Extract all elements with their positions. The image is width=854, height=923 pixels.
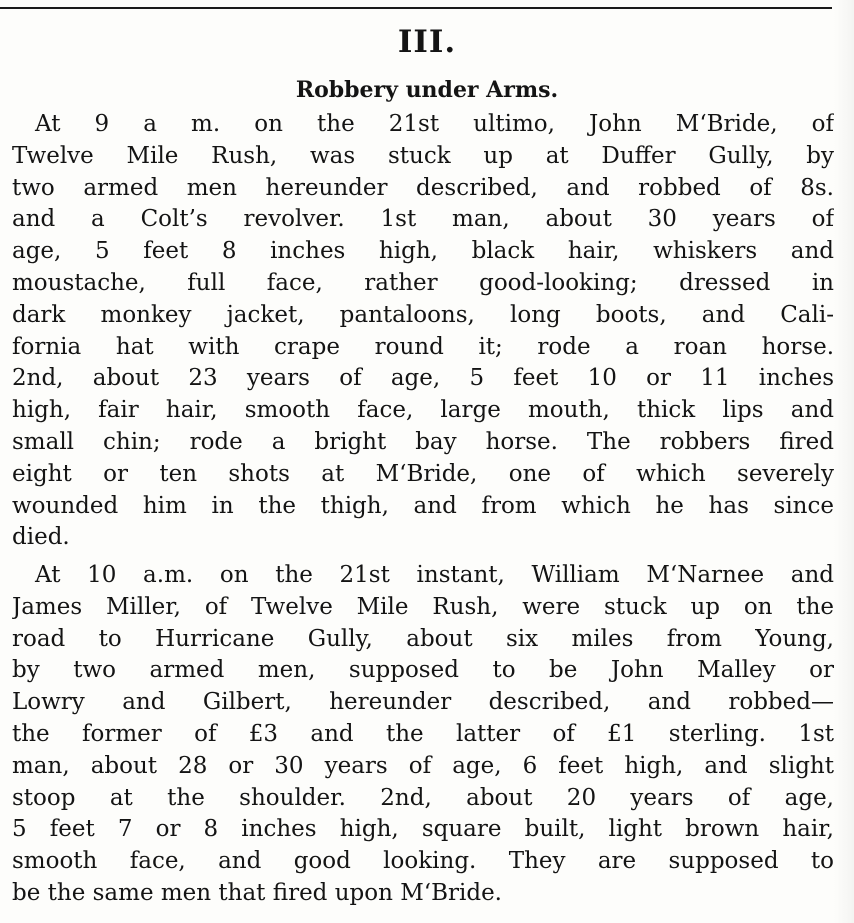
section-number: III.: [397, 24, 457, 60]
top-rule: [0, 0, 832, 9]
text-line: 2nd, about 23 years of age, 5 feet 10 or 11 inches: [12, 365, 834, 392]
text-line: James Miller, of Twelve Mile Rush, were stuck up on the: [12, 593, 834, 620]
text-line: man, about 28 or 30 years of age, 6 feet high, and slight: [12, 752, 834, 779]
text-line: At 10 a.m. on the 21st instant, William M‘Narnee and: [35, 562, 834, 588]
text-line: died.: [12, 524, 70, 551]
paragraph-2: [12, 560, 834, 910]
text-line: Twelve Mile Rush, was stuck up at Duffer Gully, by: [12, 142, 834, 169]
page-edge: [834, 0, 854, 923]
text-line: 5 feet 7 or 8 inches high, square built, light brown hair,: [12, 816, 834, 843]
text-line: two armed men hereunder described, and robbed of 8s.: [12, 174, 834, 201]
text-line: and a Colt’s revolver. 1st man, about 30 years of: [12, 206, 834, 233]
text-line: smooth face, and good looking. They are supposed to: [12, 848, 834, 875]
text-line: stoop at the shoulder. 2nd, about 20 years of age,: [12, 784, 834, 811]
text-line: road to Hurricane Gully, about six miles from Young,: [12, 625, 834, 652]
text-line: the former of £3 and the latter of £1 sterling. 1st: [12, 720, 834, 747]
text-line: small chin; rode a bright bay horse. The robbers fired: [12, 428, 834, 455]
text-line: Lowry and Gilbert, hereunder described, and robbed—: [12, 689, 834, 716]
text-line: dark monkey jacket, pantaloons, long boots, and Cali-: [12, 301, 834, 328]
text-line: eight or ten shots at M‘Bride, one of which severely: [12, 460, 834, 487]
article-heading: Robbery under Arms.: [295, 77, 559, 103]
text-line: moustache, full face, rather good-looking; dressed in: [12, 269, 834, 296]
text-line: At 9 a m. on the 21st ultimo, John M‘Bride, of: [35, 111, 834, 137]
text-line: be the same men that fired upon M‘Bride.: [12, 879, 502, 906]
paragraph-1: [12, 109, 834, 554]
text-line: high, fair hair, smooth face, large mouth, thick lips and: [12, 397, 834, 424]
text-line: fornia hat with crape round it; rode a roan horse.: [12, 333, 834, 360]
text-line: age, 5 feet 8 inches high, black hair, whiskers and: [12, 238, 834, 265]
text-line: wounded him in the thigh, and from which he has since: [12, 492, 834, 519]
text-line: by two armed men, supposed to be John Malley or: [12, 657, 834, 684]
